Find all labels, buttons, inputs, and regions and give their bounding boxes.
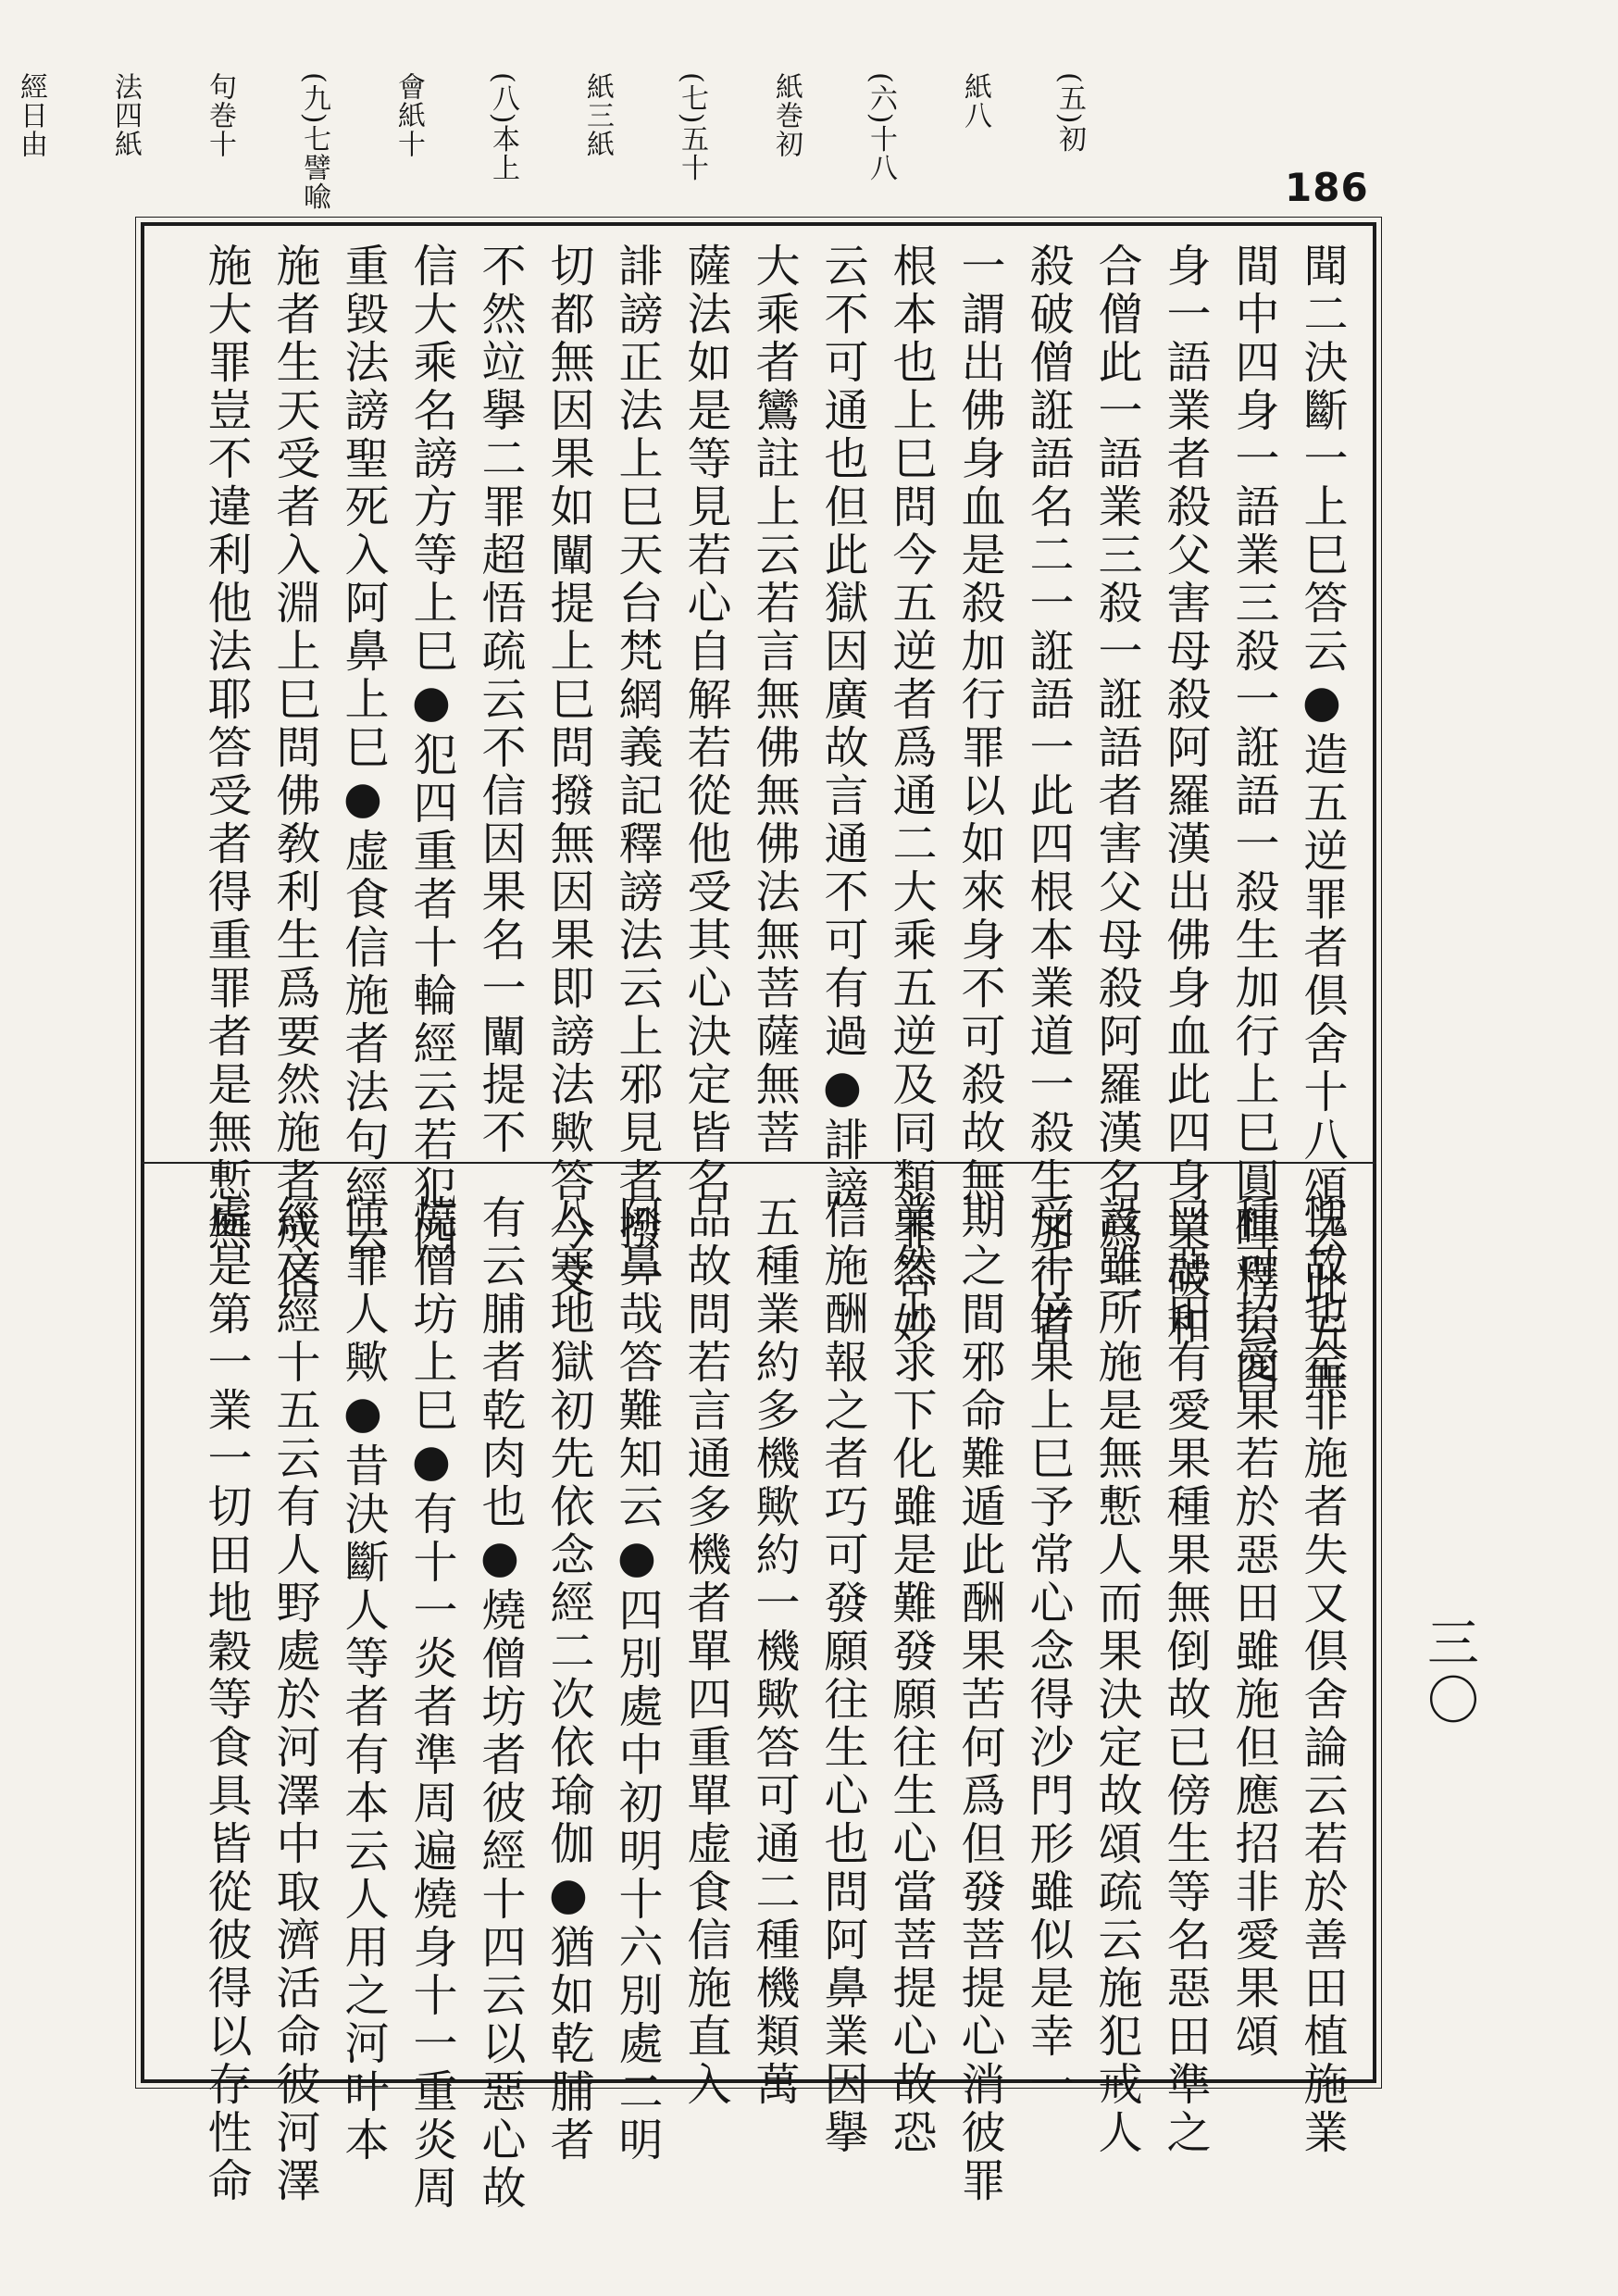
text-column: 合僧此一語業三殺一誑語者害父母殺阿羅漢名爲三 [1090, 243, 1142, 1302]
text-column: 阿鼻哉答難知云●四別處中初明十六別處二明 [611, 1194, 663, 2165]
text-column: 施大罪豈不違利他法耶答受者得重罪者是無慙無 [200, 243, 252, 1254]
text-column: 聞二決斷一上巳答云●造五逆罪者倶舍十八頌云此五無 [1296, 243, 1348, 1405]
header-note: (五)初 [1053, 72, 1086, 154]
header-note: (八)本上 [487, 72, 519, 182]
header-note: 紙巻初 [770, 72, 803, 158]
text-column: 信施酬報之者巧可發願往生心也問阿鼻業因擧 [816, 1194, 868, 2157]
text-column: 身一語業者殺父害母殺阿羅漢出佛身血此四身業破和 [1159, 243, 1211, 1350]
text-column: 間中四身一語業三殺一誑語一殺生加行上巳圓暉釋云四 [1227, 243, 1279, 1398]
text-column: 一謂出佛身血是殺加行罪以如來身不可殺故無 [953, 243, 1005, 1205]
page-number: 186 [1285, 165, 1369, 210]
header-note: 紙八 [959, 72, 991, 130]
text-column: 愧故也全非施者失又倶舍論云若於善田植施業 [1296, 1194, 1348, 2157]
header-note: 紙三紙 [581, 72, 614, 158]
side-number: 三〇 [1419, 1616, 1479, 1730]
text-column: 誹謗正法上巳天台梵網義記釋謗法云上邪見者撥一 [611, 243, 663, 1302]
text-column: 處是第一業一切田地穀等食具皆從彼得以存性命 [200, 1194, 252, 2205]
text-column: 云不可通也但此獄因廣故言通不可有過●誹謗 [816, 243, 868, 1213]
text-column: 切都無因果如闡提上巳問撥無因果即謗法歟答今文 [542, 243, 594, 1302]
text-column: 匝罪人歟●昔決斷人等者有本云人用之河叶本 [337, 1194, 389, 2165]
text-column: 燒僧坊上巳●有十一炎者準周遍燒身十一重炎周 [405, 1194, 457, 2213]
header-note: 經日由 [15, 72, 47, 158]
text-column: 施者生天受者入淵上巳問佛敎利生爲要然施者成信 [268, 243, 320, 1302]
text-column: 經文經十五云有人野處於河澤中取濟活命彼河澤 [268, 1194, 320, 2205]
header-note: (六)十八 [865, 72, 897, 182]
text-column: 品故問若言通多機者單四重單虚食信施直入 [679, 1194, 731, 2109]
text-column: 受千倍果上巳予常心念得沙門形雖似是幸一 [1022, 1194, 1074, 2109]
header-notes [15, 72, 1148, 211]
lower-text-block [162, 1194, 1356, 2213]
text-column: 設雖所施是無慙人而果決定故頌疏云施犯戒人 [1090, 1194, 1142, 2157]
header-note: (九)七譬喩 [298, 72, 330, 211]
text-column: 曰惡田有愛果種果無倒故已傍生等名惡田準之 [1159, 1194, 1211, 2157]
text-column: 種可招愛果若於惡田雖施但應招非愛果頌 [1227, 1194, 1279, 2061]
header-note: 句巻十 [204, 72, 236, 158]
text-column: 五種業約多機歟約一機歟答可通二種機類萬 [748, 1194, 800, 2109]
text-column: 有云脯者乾肉也●燒僧坊者彼經十四云以惡心故 [474, 1194, 526, 2213]
text-column: 業然上求下化雖是難發願往生心當菩提心故恐 [885, 1194, 937, 2157]
header-note: 法四紙 [109, 72, 142, 158]
text-column: 重毀法謗聖死入阿鼻上巳●虚食信施者法句經云 [337, 243, 389, 1261]
upper-text-block [162, 243, 1356, 1405]
text-column: 八寒地獄初先依念經二次依瑜伽●猶如乾脯者 [542, 1194, 594, 2165]
text-column: 薩法如是等見若心自解若從他受其心決定皆名 [679, 243, 731, 1205]
text-column: 大乘者鸞註上云若言無佛無佛法無菩薩無菩 [748, 243, 800, 1157]
text-column: 根本也上巳問今五逆者爲通二大乘五逆及同類罪答妙 [885, 243, 937, 1350]
text-column: 不然竝擧二罪超悟疏云不信因果名一闡提不 [474, 243, 526, 1157]
header-note: (七)五十 [676, 72, 708, 182]
text-column: 信大乘名謗方等上巳●犯四重者十輪經云若犯四 [405, 243, 457, 1261]
header-note: 會紙十 [392, 72, 425, 158]
text-column: 殺破僧誑語名二一誑語一此四根本業道一殺生加行者 [1022, 243, 1074, 1350]
text-column: 期之間邪命難遁此酬果苦何爲但發菩提心消彼罪 [953, 1194, 1005, 2205]
